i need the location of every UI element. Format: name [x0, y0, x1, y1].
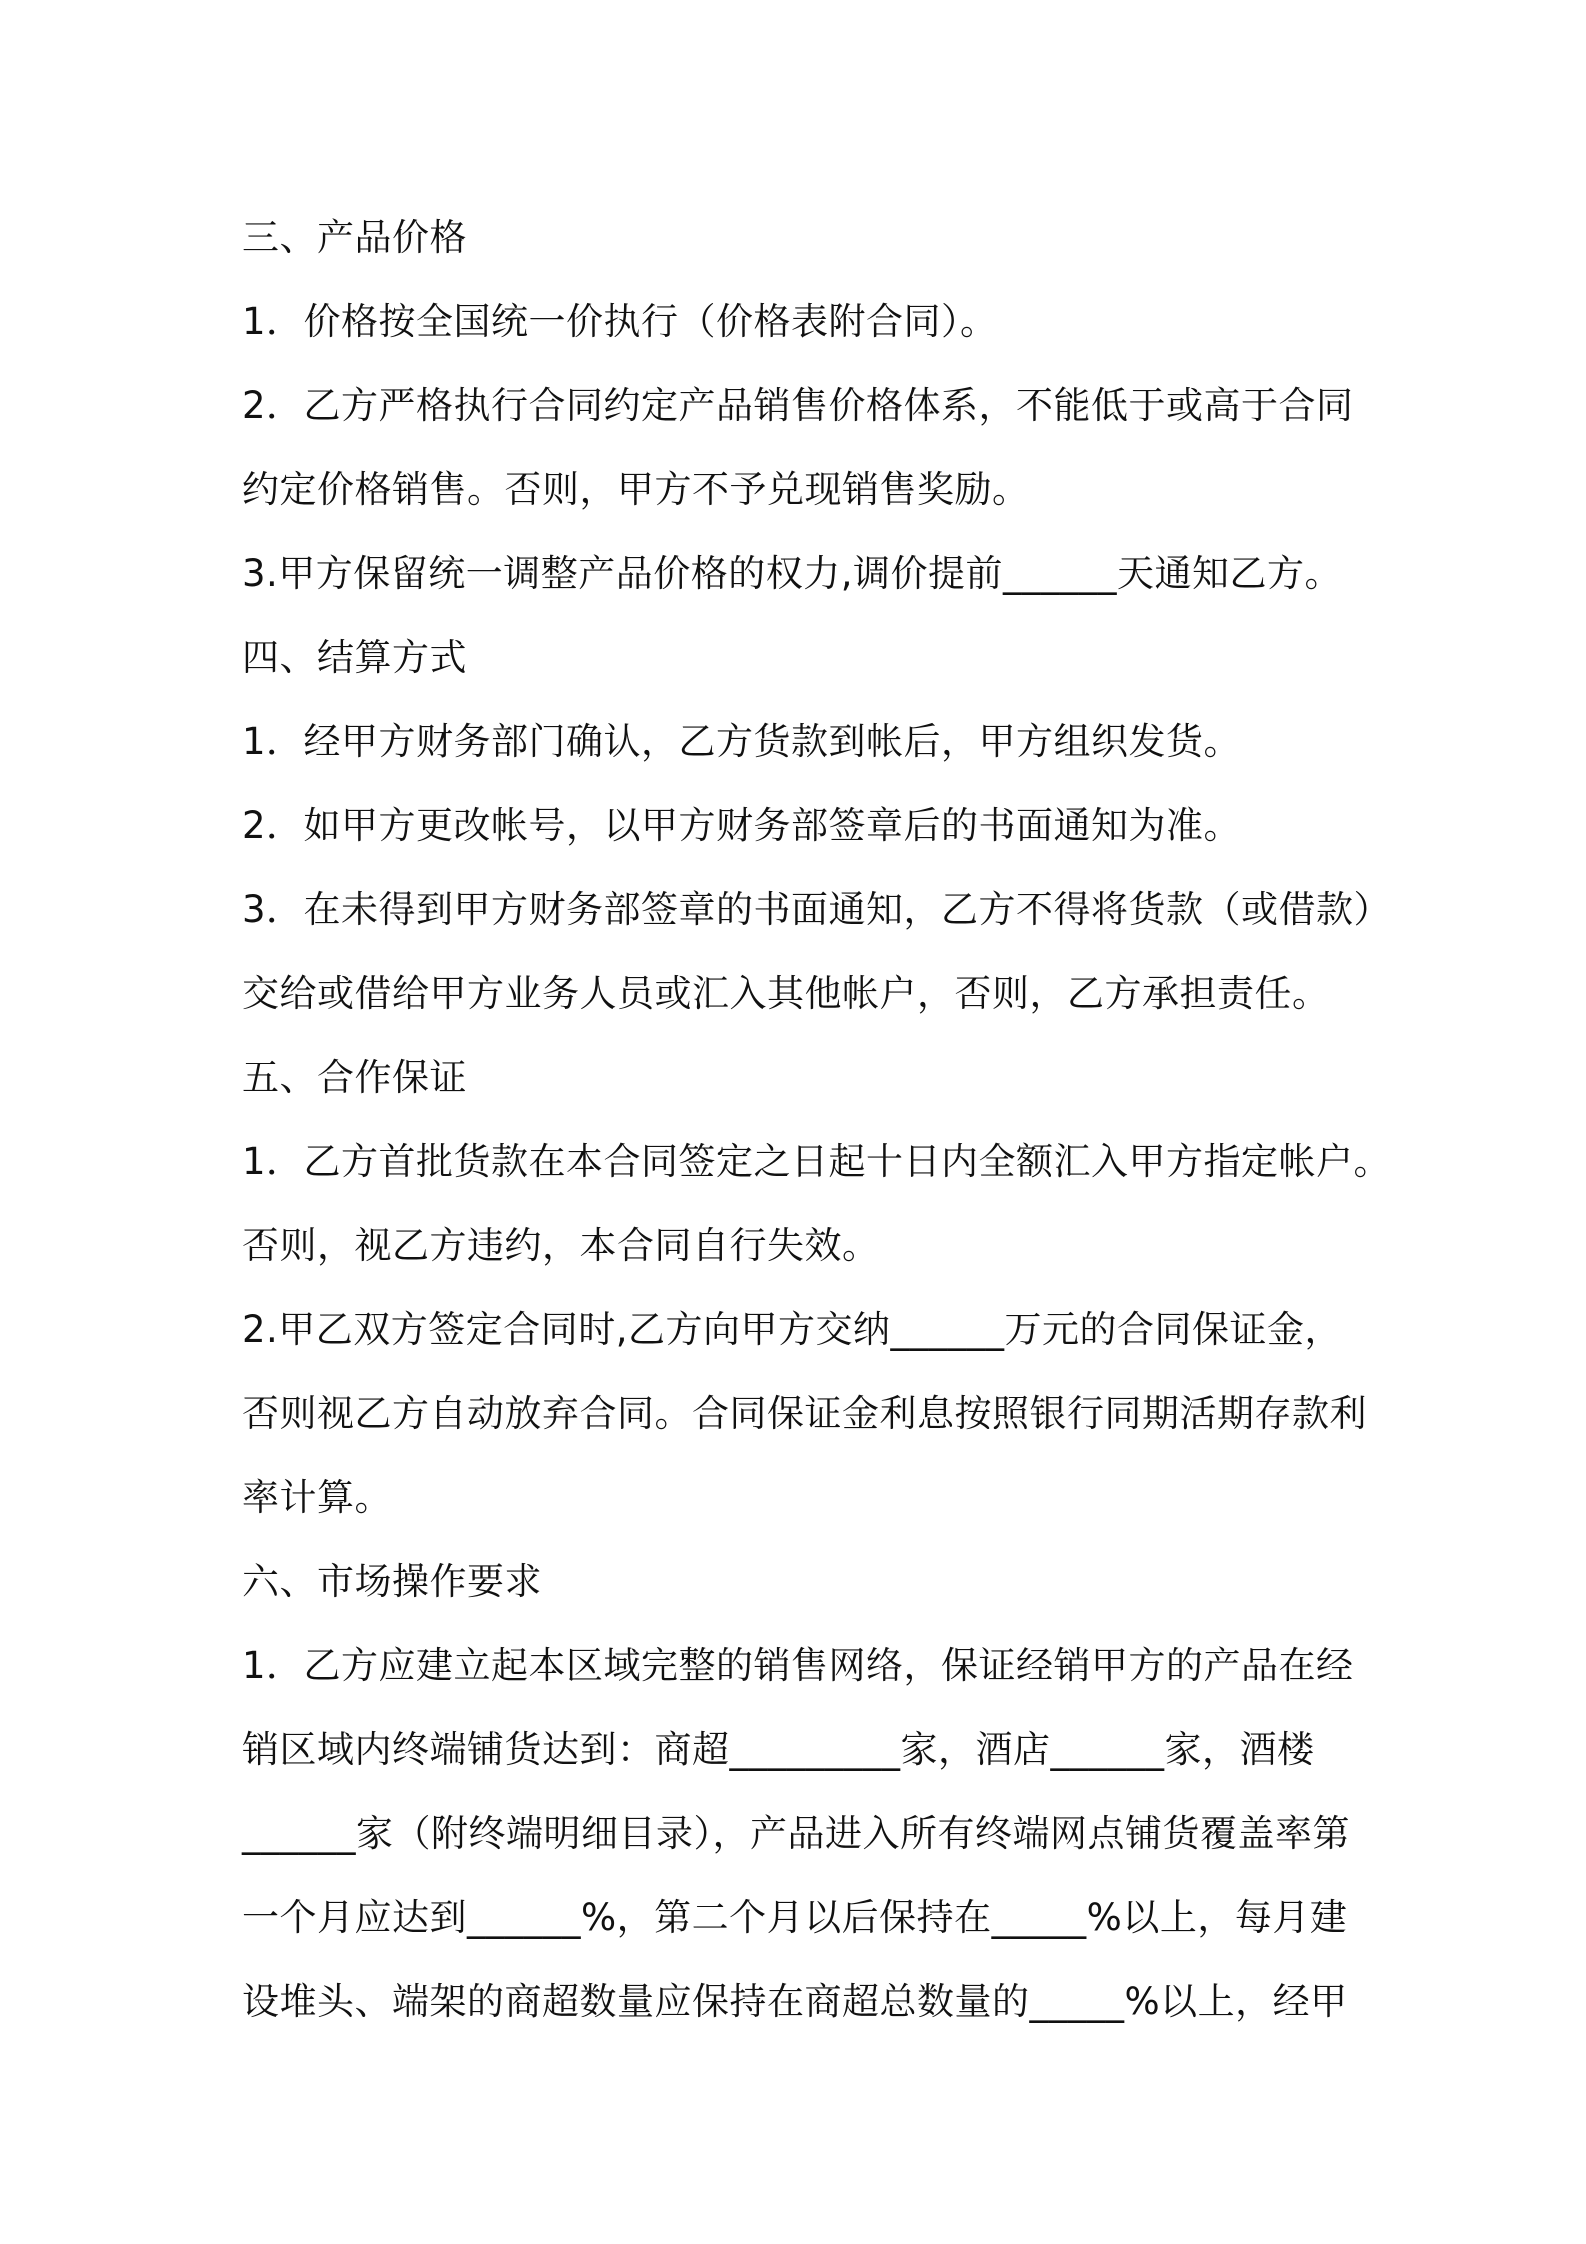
paragraph-line: 设堆头、端架的商超数量应保持在商超总数量的_____%以上，经甲 — [242, 1980, 1348, 2023]
paragraph-line: 一个月应达到______%，第二个月以后保持在_____%以上，每月建 — [242, 1896, 1348, 1939]
document-body — [242, 196, 1392, 2044]
paragraph-line: 2．乙方严格执行合同约定产品销售价格体系，不能低于或高于合同 — [242, 384, 1354, 427]
paragraph-line: 销区域内终端铺货达到：商超_________家，酒店______家，酒楼 — [242, 1728, 1315, 1771]
paragraph-line: 3．在未得到甲方财务部签章的书面通知，乙方不得将货款（或借款） — [242, 888, 1392, 931]
paragraph-line: 否则，视乙方违约，本合同自行失效。 — [242, 1224, 880, 1267]
paragraph-line: ______家（附终端明细目录），产品进入所有终端网点铺货覆盖率第 — [242, 1812, 1350, 1855]
section-heading-settlement: 四、结算方式 — [242, 636, 467, 679]
paragraph-line: 1．经甲方财务部门确认，乙方货款到帐后，甲方组织发货。 — [242, 720, 1242, 763]
paragraph-line: 交给或借给甲方业务人员或汇入其他帐户，否则，乙方承担责任。 — [242, 972, 1330, 1015]
paragraph-line: 否则视乙方自动放弃合同。合同保证金利息按照银行同期活期存款利 — [242, 1392, 1367, 1435]
paragraph-line: 2．如甲方更改帐号，以甲方财务部签章后的书面通知为准。 — [242, 804, 1242, 847]
section-heading-guarantee: 五、合作保证 — [242, 1056, 467, 1099]
paragraph-line: 1．乙方应建立起本区域完整的销售网络，保证经销甲方的产品在经 — [242, 1644, 1354, 1687]
section-heading-market: 六、市场操作要求 — [242, 1560, 542, 1603]
paragraph-line: 约定价格销售。否则，甲方不予兑现销售奖励。 — [242, 468, 1030, 511]
section-heading-price: 三、产品价格 — [242, 216, 467, 259]
paragraph-line: 2.甲乙双方签定合同时,乙方向甲方交纳______万元的合同保证金， — [242, 1308, 1343, 1351]
paragraph-line: 1．价格按全国统一价执行（价格表附合同）。 — [242, 300, 998, 343]
paragraph-line: 1．乙方首批货款在本合同签定之日起十日内全额汇入甲方指定帐户。 — [242, 1140, 1392, 1183]
paragraph-line: 3.甲方保留统一调整产品价格的权力,调价提前______天通知乙方。 — [242, 552, 1343, 595]
paragraph-line: 率计算。 — [242, 1476, 392, 1519]
